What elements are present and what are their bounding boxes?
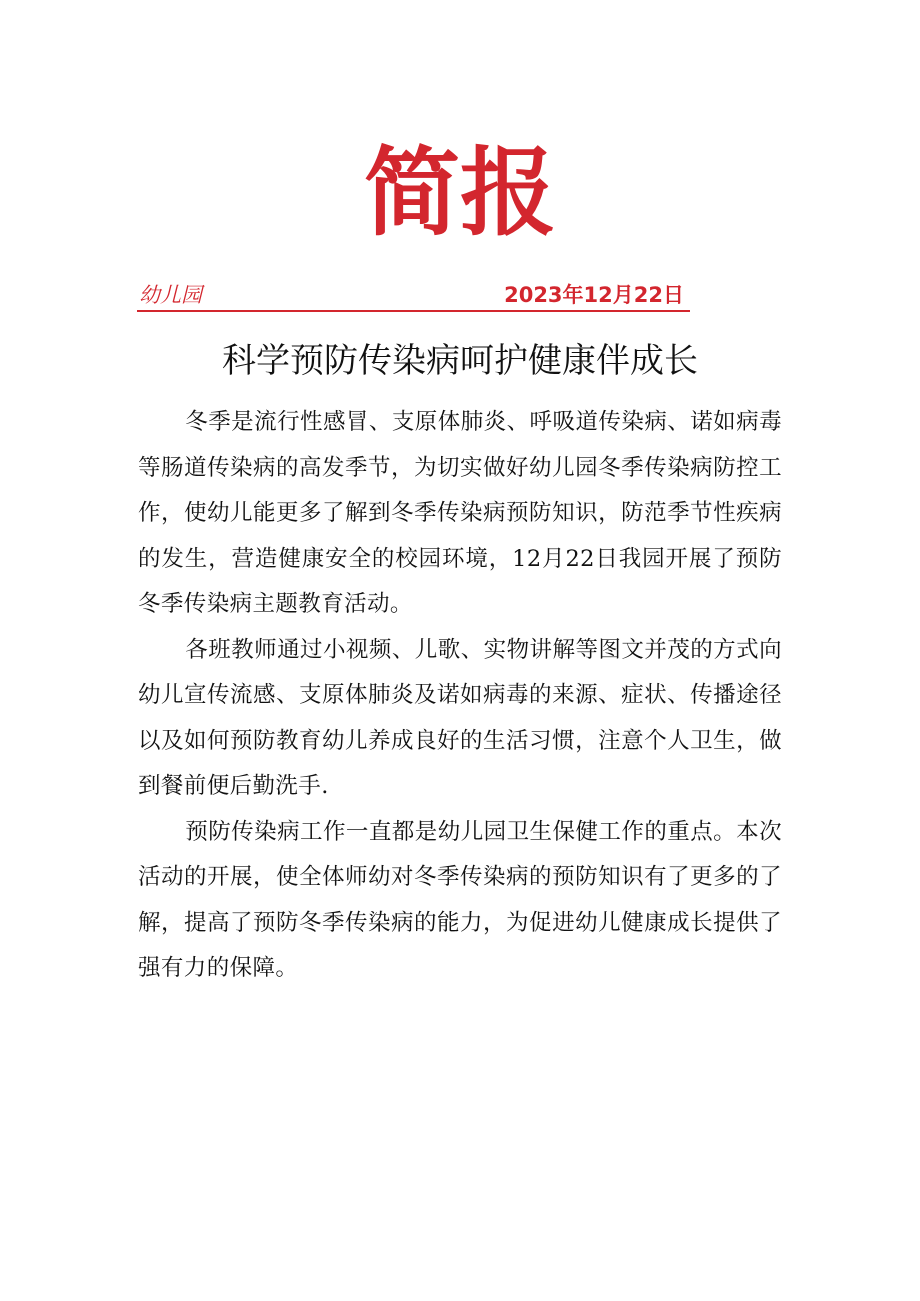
article-body (138, 400, 782, 992)
organization-name: 幼儿园 (139, 283, 202, 307)
meta-line (137, 280, 690, 312)
article-headline: 科学预防传染病呵护健康伴成长 (222, 341, 698, 381)
paragraph-2: 各班教师通过小视频、儿歌、实物讲解等图文并茂的方式向幼儿宣传流感、支原体肺炎及诺如病毒的来源、症状、传播途径以及如何预防教育幼儿养成良好的生活习惯，注意个人卫生，做到餐前便后勤洗手. (138, 636, 782, 799)
paragraph-1: 冬季是流行性感冒、支原体肺炎、呼吸道传染病、诺如病毒等肠道传染病的高发季节，为切实做好幼儿园冬季传染病防控工作，使幼儿能更多了解到冬季传染病预防知识，防范季节性疾病的发生，营造健康安全的校园环境，12月22日我园开展了预防冬季传染病主题教育活动。 (138, 409, 782, 617)
paragraph-3: 预防传染病工作一直都是幼儿园卫生保健工作的重点。本次活动的开展，使全体师幼对冬季传染病的预防知识有了更多的了解，提高了预防冬季传染病的能力，为促进幼儿健康成长提供了强有力的保障。 (138, 818, 782, 981)
issue-date: 2023年12月22日 (504, 283, 684, 307)
masthead-title: 简报 (364, 137, 556, 249)
